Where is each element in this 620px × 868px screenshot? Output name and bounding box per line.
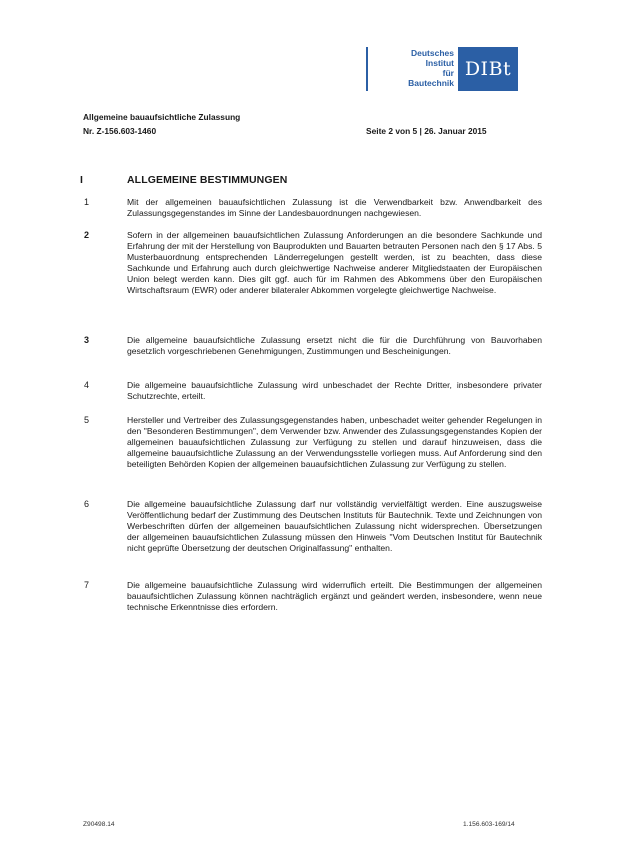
paragraph-text: Hersteller und Vertreiber des Zulassungsgegenstandes haben, unbeschadet weiter gehender Regelungen in den "Besonderen Bestimmungen", dem Verwender bzw. Anwender des Zulassungsgegenstandes Kopien der allgemeinen bauaufsichtlichen Zulassung zur Verfügung zu stellen und darauf hinzuweisen, dass die allgemeine bauaufsichtliche Zulassung an der Verwendungsstelle vorliegen muss. Auf Anforderung sind den beteiligten Behörden Kopien der allgemeinen bauaufsichtlichen Zulassung zur Verfügung zu stellen.	[127, 415, 542, 469]
paragraph-text: Die allgemeine bauaufsichtliche Zulassung darf nur vollständig vervielfältigt werden. Eine auszugsweise Veröffentlichung bedarf der Zustimmung des Deutschen Instituts für Bautechnik. Texte und Zeichnungen von Werbeschriften dürfen der allgemeinen bauaufsichtlichen Zulassung nicht widersprechen. Übersetzungen der allgemeinen bauaufsichtlichen Zulassung müssen den Hinweis "Vom Deutschen Institut für Bautechnik nicht geprüfte Übersetzung der deutschen Originalfassung" enthalten.	[127, 499, 542, 553]
paragraph-text: Die allgemeine bauaufsichtliche Zulassung wird unbeschadet der Rechte Dritter, insbesondere privater Schutzrechte, erteilt.	[127, 380, 542, 401]
logo-wordmark	[374, 47, 454, 91]
paragraph-text: Mit der allgemeinen bauaufsichtlichen Zulassung ist die Verwendbarkeit bzw. Anwendbarkeit des Zulassungsgegenstandes im Sinne der Landesbauordnungen nachgewiesen.	[127, 197, 542, 218]
dibt-logo	[366, 47, 518, 91]
paragraph-text: Die allgemeine bauaufsichtliche Zulassung ersetzt nicht die für die Durchführung von Bauvorhaben gesetzlich vorgeschriebenen Genehmigungen, Zustimmungen und Bescheinigungen.	[127, 335, 542, 356]
paragraph-text: Sofern in der allgemeinen bauaufsichtlichen Zulassung Anforderungen an die besondere Sachkunde und Erfahrung der mit der Herstellung von Bauprodukten und Bauarten betrauten Personen nach den § 17 Abs. 5 Musterbauordnung entsprechenden Länderregelungen gestellt werden, ist zu beachten, dass diese Sachkunde und Erfahrung auch durch gleichwertige Nachweise anderer Mitgliedstaaten der Europäischen Union belegt werden kann. Dies gilt ggf. auch für im Rahmen des Abkommens über den Europäischen Wirtschaftsraum (EWR) oder anderer bilateraler Abkommen vorgelegte gleichwertige Nachweise.	[127, 230, 542, 295]
document-title: Allgemeine bauaufsichtliche Zulassung	[83, 112, 241, 122]
section-number: I	[80, 174, 83, 186]
paragraph-number: 7	[84, 580, 90, 590]
logo-mark: DIBt	[458, 47, 518, 91]
paragraph-number: 6	[84, 499, 90, 509]
footer-left-code: Z90498.14	[83, 821, 115, 828]
page-info: Seite 2 von 5 | 26. Januar 2015	[366, 126, 487, 136]
paragraph-number: 2	[84, 230, 90, 240]
logo-rule	[366, 47, 368, 91]
logo-line-1: Deutsches	[411, 48, 454, 58]
footer-right-code: 1.156.603-169/14	[463, 821, 515, 828]
paragraph-number: 3	[84, 335, 90, 345]
section-title: ALLGEMEINE BESTIMMUNGEN	[127, 174, 288, 186]
approval-number: Nr. Z-156.603-1460	[83, 126, 157, 136]
paragraph-number: 1	[84, 197, 90, 207]
paragraph-number: 5	[84, 415, 90, 425]
logo-line-4: Bautechnik	[408, 78, 454, 88]
logo-line-3: für	[442, 68, 454, 78]
logo-line-2: Institut	[425, 58, 454, 68]
paragraph-number: 4	[84, 380, 90, 390]
paragraph-text: Die allgemeine bauaufsichtliche Zulassung wird widerruflich erteilt. Die Bestimmungen der allgemeinen bauaufsichtlichen Zulassung können nachträglich ergänzt und geändert werden, insbesondere, wenn neue technische Erkenntnisse dies erfordern.	[127, 580, 542, 612]
